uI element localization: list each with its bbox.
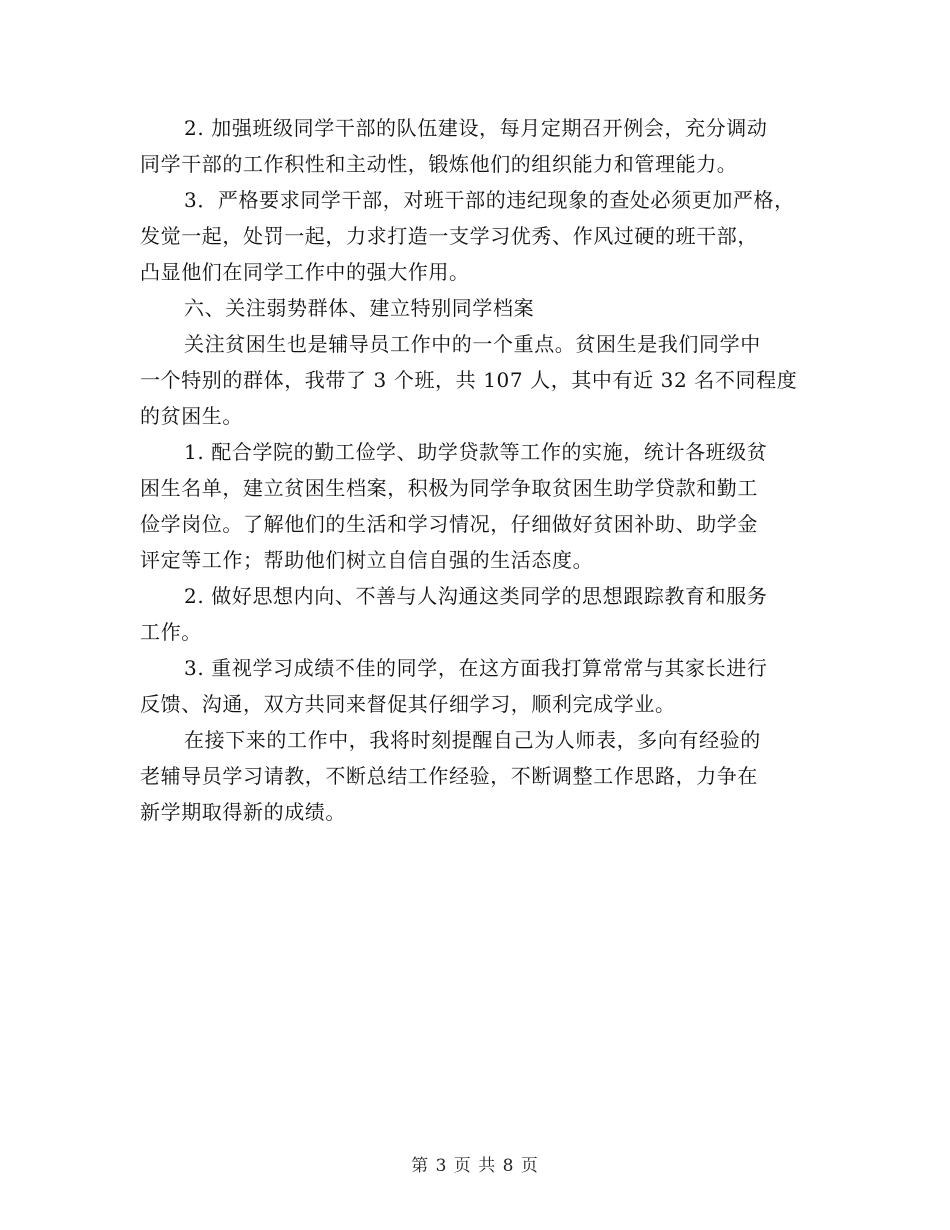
paragraph-line: 2. 加强班级同学干部的队伍建设，每月定期召开例会，充分调动 [184,116,768,140]
paragraph-line: 3. 重视学习成绩不佳的同学，在这方面我打算常常与其家长进行 [184,656,768,680]
paragraph-line: 一个特别的群体，我带了 3 个班，共 107 人，其中有近 32 名不同程度 [140,368,798,392]
paragraph-line: 老辅导员学习请教，不断总结工作经验，不断调整工作思路，力争在 [140,764,758,788]
paragraph-line: 发觉一起，处罚一起，力求打造一支学习优秀、作风过硬的班干部， [140,224,758,248]
paragraph-line: 俭学岗位。了解他们的生活和学习情况，仔细做好贫困补助、助学金 [140,512,758,536]
paragraph-line: 凸显他们在同学工作中的强大作用。 [140,260,470,284]
document-body [140,110,815,830]
page-number-footer: 第 3 页 共 8 页 [411,1156,539,1176]
paragraph-line: 同学干部的工作积性和主动性，锻炼他们的组织能力和管理能力。 [140,152,738,176]
paragraph-line: 困生名单，建立贫困生档案，积极为同学争取贫困生助学贷款和勤工 [140,476,758,500]
paragraph-line: 3．严格要求同学干部，对班干部的违纪现象的查处必须更加严格， [184,188,795,212]
paragraph-line: 2. 做好思想内向、不善与人沟通这类同学的思想跟踪教育和服务 [184,584,768,608]
paragraph-line: 新学期取得新的成绩。 [140,800,346,824]
paragraph-line: 在接下来的工作中，我将时刻提醒自己为人师表，多向有经验的 [184,728,761,752]
paragraph-line: 的贫困生。 [140,404,243,428]
paragraph-line: 反馈、沟通，双方共同来督促其仔细学习，顺利完成学业。 [140,692,676,716]
section-heading: 六、关注弱势群体、建立特别同学档案 [184,296,535,320]
paragraph-line: 1. 配合学院的勤工俭学、助学贷款等工作的实施，统计各班级贫 [184,440,768,464]
paragraph-line: 关注贫困生也是辅导员工作中的一个重点。贫困生是我们同学中 [184,332,761,356]
paragraph-line: 工作。 [140,620,202,644]
paragraph-line: 评定等工作；帮助他们树立自信自强的生活态度。 [140,548,594,572]
